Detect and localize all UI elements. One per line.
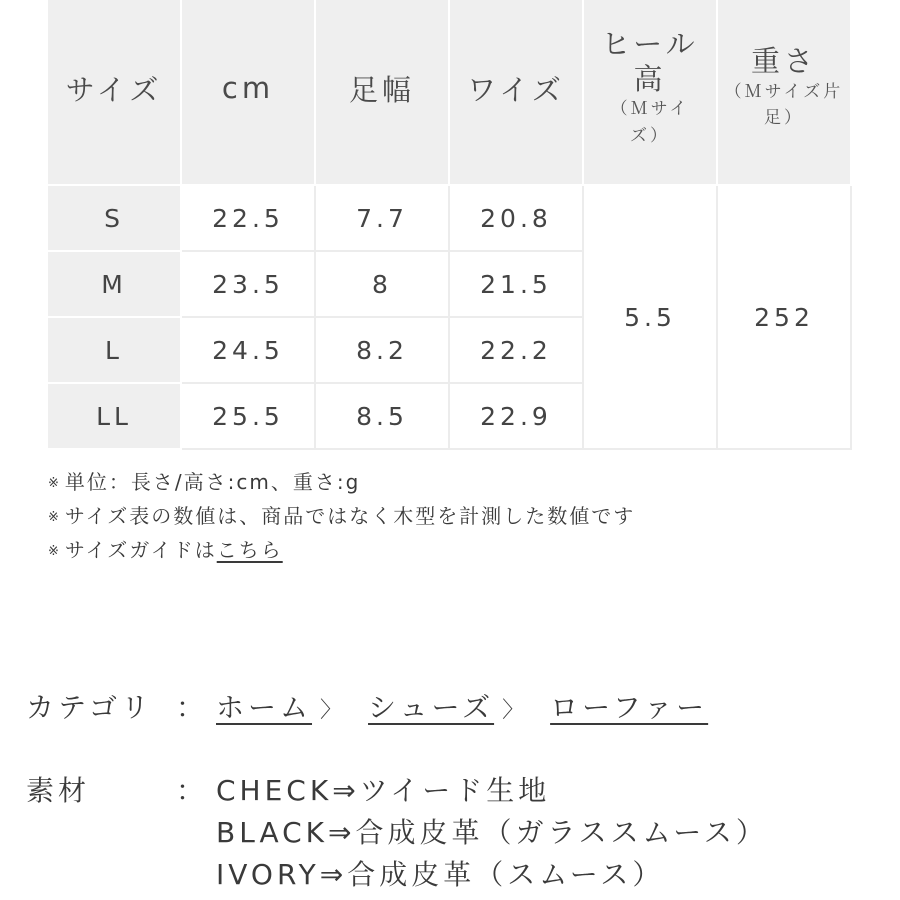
breadcrumb-shoes[interactable]: シューズ [368,691,495,724]
category-label: カテゴリ [26,691,153,724]
weight-cell: 252 [718,186,852,450]
size-notes [48,466,635,568]
chevron-right-icon: 〉 [502,698,529,723]
header-weight-line1: 重さ [750,44,817,79]
size-cell: L [48,318,182,384]
measure-note [48,500,635,534]
header-foot-width [316,0,450,186]
category-colon: ： [176,691,209,724]
header-wise [450,0,584,186]
measure-note-text: サイズ表の数値は、商品ではなく木型を計測した数値です [64,504,636,528]
foot-width-cell: 7.7 [316,186,450,252]
header-size [48,0,182,186]
foot-width-cell: 8.5 [316,384,450,450]
material-black: BLACK⇒合成皮革（ガラススムース） [216,816,768,849]
material-row [26,770,768,891]
header-size-label: サイズ [65,72,163,107]
note-mark: ※ [48,510,61,525]
material-label: 素材 [26,774,91,807]
size-guide-link[interactable]: こちら [216,538,283,562]
guide-note-text: サイズガイドは [64,538,217,562]
header-heel-line1: ヒール [601,26,699,61]
note-mark: ※ [48,544,61,559]
wise-cell: 22.9 [450,384,584,450]
material-ivory: IVORY⇒合成皮革（スムース） [216,858,665,891]
size-table [48,0,852,450]
foot-width-cell: 8.2 [316,318,450,384]
wise-cell: 20.8 [450,186,584,252]
header-heel-height [584,0,718,186]
size-cell: S [48,186,182,252]
header-foot-width-label: 足幅 [348,72,415,107]
size-table-header-row [48,0,852,186]
header-wise-label: ワイズ [467,72,565,107]
material-list [216,770,768,896]
header-weight [718,0,852,186]
header-heel-line2: 高 [633,61,667,96]
breadcrumb-home[interactable]: ホーム [216,691,313,724]
note-mark: ※ [48,476,61,491]
cm-cell: 25.5 [182,384,316,450]
wise-cell: 22.2 [450,318,584,384]
breadcrumb-loafer[interactable]: ローファー [550,691,709,724]
header-heel-sub2: ズ） [630,125,670,146]
header-weight-sub1: （Ｍサイズ片 [724,82,844,103]
cm-cell: 22.5 [182,186,316,252]
cm-cell: 23.5 [182,252,316,318]
unit-note-text: 単位：長さ/高さ:cm、重さ:g [64,470,361,494]
unit-note [48,466,635,500]
size-cell: M [48,252,182,318]
table-row [48,186,852,252]
header-cm-label: cm [221,71,275,105]
category-row [26,686,708,726]
size-cell: LL [48,384,182,450]
material-check: CHECK⇒ツイード生地 [216,774,551,807]
chevron-right-icon: 〉 [320,698,347,723]
foot-width-cell: 8 [316,252,450,318]
heel-height-cell: 5.5 [584,186,718,450]
wise-cell: 21.5 [450,252,584,318]
header-heel-sub1: （Ｍサイ [610,99,690,120]
cm-cell: 24.5 [182,318,316,384]
header-weight-sub2: 足） [764,108,804,129]
header-cm [182,0,316,186]
guide-note [48,534,635,568]
material-colon: ： [176,774,209,807]
